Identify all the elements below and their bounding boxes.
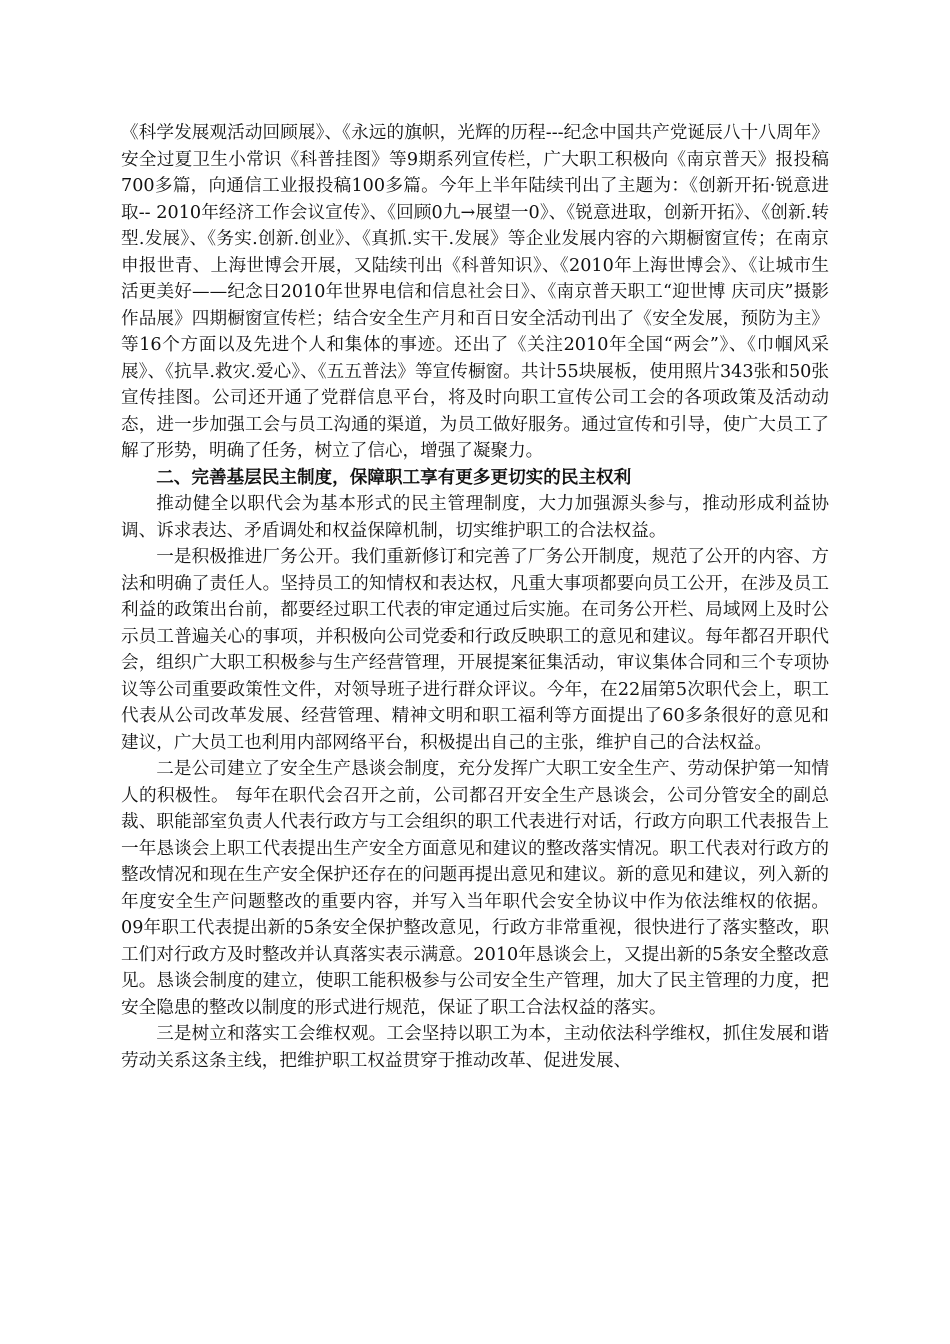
paragraph-safety-forum: 二是公司建立了安全生产恳谈会制度，充分发挥广大职工安全生产、劳动保护第一知情人的积极性。 每年在职代会召开之前，公司都召开安全生产恳谈会，公司分管安全的副总裁、职能部室负责人代表行政方与工会组织的职工代表进行对话，行政方向职工代表报告上一年恳谈会上职工代表提出生产安全方面意见和建议的整改落实情况。职工代表对行政方的整改情况和现在生产安全保护还存在的问题再提出意见和建议。新的意见和建议，列入新的年度安全生产问题整改的重要内容，并写入当年职代会安全协议中作为依法维权的依据。09年职工代表提出新的5条安全保护整改意见，行政方非常重视，很快进行了落实整改，职工们对行政方及时整改并认真落实表示满意。2010年恳谈会上，又提出新的5条安全整改意见。恳谈会制度的建立，使职工能积极参与公司安全生产管理，加大了民主管理的力度，把安全隐患的整改以制度的形式进行规范，保证了职工合法权益的落实。 bbox=[121, 759, 829, 1018]
document-body bbox=[121, 120, 829, 1074]
section-heading-democracy: 二、完善基层民主制度，保障职工享有更多更切实的民主权利 bbox=[156, 466, 632, 488]
paragraph-publicity: 《科学发展观活动回顾展》、《永远的旗帜，光辉的历程---纪念中国共产党诞辰八十八周年》安全过夏卫生小常识《科普挂图》等9期系列宣传栏，广大职工积极向《南京普天》报投稿700多篇，向通信工业报投稿100多篇。今年上半年陆续刊出了主题为：《创新开拓·锐意进取-- 2010年经济工作会议宣传》、《回顾0九→展望一0》、《锐意进取，创新开拓》、《创新.转型.发展》、《务实.创新.创业》、《真抓.实干.发展》等企业发展内容的六期橱窗宣传；在南京申报世青、上海世博会开展，又陆续刊出《科普知识》、《2010年上海世博会》、《让城市生活更美好——纪念日2010年世界电信和信息社会日》、《南京普天职工“迎世博 庆司庆”摄影作品展》四期橱窗宣传栏；结合安全生产月和百日安全活动刊出了《安全发展，预防为主》等16个方面以及先进个人和集体的事迹。还出了《关注2010年全国“两会”》、《巾帼风采展》、《抗旱.救灾.爱心》、《五五普法》等宣传橱窗。共计55块展板，使用照片343张和50张宣传挂图。公司还开通了党群信息平台，将及时向职工宣传公司工会的各项政策及活动动态，进一步加强工会与员工沟通的渠道，为员工做好服务。通过宣传和引导，使广大员工了解了形势，明确了任务，树立了信心，增强了凝聚力。 bbox=[121, 123, 829, 461]
paragraph-factory-affairs: 一是积极推进厂务公开。我们重新修订和完善了厂务公开制度，规范了公开的内容、方法和明确了责任人。坚持员工的知情权和表达权，凡重大事项都要向员工公开，在涉及员工利益的政策出台前，都要经过职工代表的审定通过后实施。在司务公开栏、局域网上及时公示员工普遍关心的事项，并积极向公司党委和行政反映职工的意见和建议。每年都召开职代会，组织广大职工积极参与生产经营管理，开展提案征集活动，审议集体合同和三个专项协议等公司重要政策性文件，对领导班子进行群众评议。今年，在22届第5次职代会上，职工代表从公司改革发展、经营管理、精神文明和职工福利等方面提出了60多条很好的意见和建议，广大员工也利用内部网络平台，积极提出自己的主张，维护自己的合法权益。 bbox=[121, 547, 829, 753]
paragraph-democratic-system: 推动健全以职代会为基本形式的民主管理制度，大力加强源头参与，推动形成利益协调、诉求表达、矛盾调处和权益保障机制，切实维护职工的合法权益。 bbox=[121, 494, 829, 541]
paragraph-rights-protection: 三是树立和落实工会维权观。工会坚持以职工为本，主动依法科学维权，抓住发展和谐劳动关系这条主线，把维护职工权益贯穿于推动改革、促进发展、 bbox=[121, 1024, 829, 1071]
